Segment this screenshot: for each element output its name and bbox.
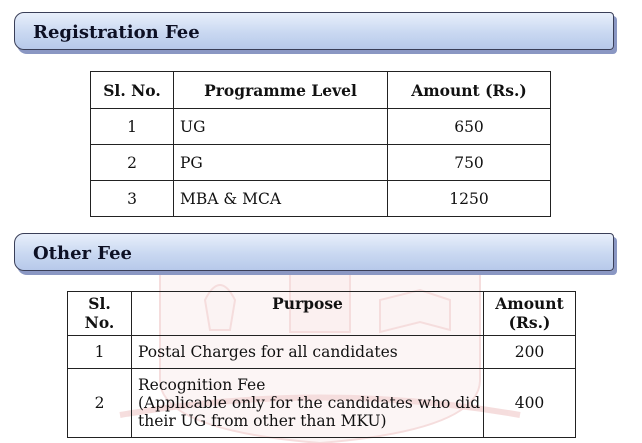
header-amount-line2: (Rs.) — [508, 313, 551, 332]
header-amount: Amount (Rs.) — [388, 72, 551, 109]
other-fee-banner — [14, 233, 614, 271]
table-row — [91, 145, 551, 181]
header-programme-level: Programme Level — [174, 72, 388, 109]
cell-amount: 200 — [484, 336, 576, 369]
table-header-row — [68, 292, 576, 336]
table-row — [68, 336, 576, 369]
other-fee-table — [67, 291, 576, 438]
header-purpose: Purpose — [132, 292, 484, 336]
cell-sl: 1 — [91, 109, 174, 145]
registration-fee-banner — [14, 12, 614, 50]
registration-fee-title: Registration Fee — [33, 22, 200, 43]
table-row — [91, 181, 551, 217]
registration-fee-table — [90, 71, 551, 217]
cell-level: PG — [174, 145, 388, 181]
header-sl-line1: Sl. — [88, 294, 111, 313]
cell-sl: 1 — [68, 336, 132, 369]
cell-purpose — [132, 369, 484, 438]
header-sl-no: Sl. No. — [91, 72, 174, 109]
cell-sl: 2 — [91, 145, 174, 181]
cell-amount: 400 — [484, 369, 576, 438]
header-amount-line1: Amount — [495, 294, 564, 313]
header-sl-line2: No. — [84, 313, 115, 332]
table-header-row — [91, 72, 551, 109]
table-row — [68, 369, 576, 438]
cell-sl: 3 — [91, 181, 174, 217]
header-amount — [484, 292, 576, 336]
purpose-line: (Applicable only for the candidates who did — [138, 394, 481, 412]
cell-level: MBA & MCA — [174, 181, 388, 217]
purpose-line: Recognition Fee — [138, 376, 266, 394]
cell-sl: 2 — [68, 369, 132, 438]
table-row — [91, 109, 551, 145]
cell-level: UG — [174, 109, 388, 145]
cell-amount: 1250 — [388, 181, 551, 217]
purpose-line: their UG from other than MKU) — [138, 412, 387, 430]
cell-purpose: Postal Charges for all candidates — [132, 336, 484, 369]
cell-amount: 650 — [388, 109, 551, 145]
header-sl-no — [68, 292, 132, 336]
other-fee-title: Other Fee — [33, 243, 132, 264]
cell-amount: 750 — [388, 145, 551, 181]
